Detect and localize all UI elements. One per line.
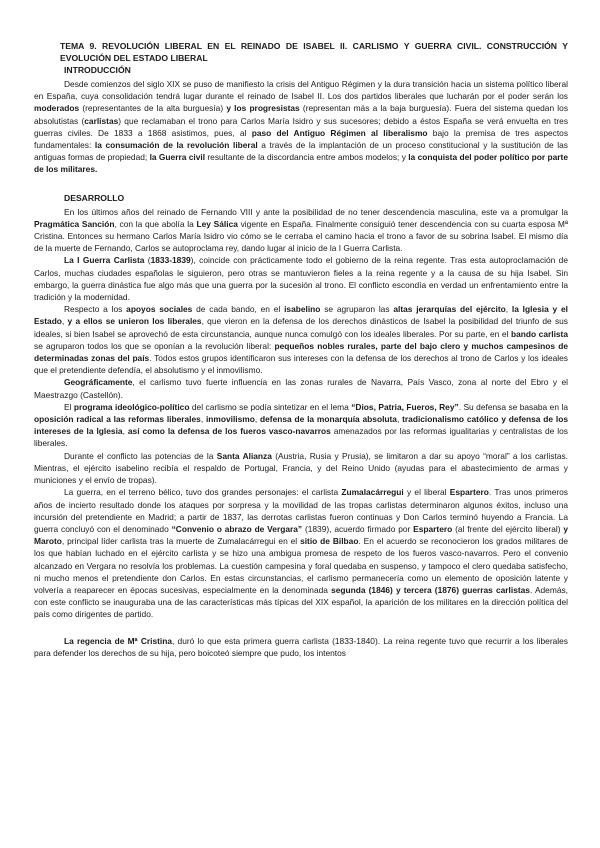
text-run: (representantes de la alta burguesía) bbox=[79, 103, 227, 114]
text-run: Respecto a los bbox=[64, 304, 127, 315]
bold-run: sitio de Bilbao bbox=[300, 536, 359, 547]
bold-run: “Convenio o abrazo de Vergara” bbox=[171, 523, 303, 534]
paragraph-foreign-support bbox=[34, 450, 568, 487]
text-run: Durante el conflicto las potencias de la bbox=[64, 450, 217, 461]
bold-run: así como la defensa de los fueros vasco-navarros bbox=[127, 426, 331, 437]
bold-run: la Iglesia y el Estado bbox=[34, 304, 568, 327]
text-run: , bbox=[122, 426, 128, 437]
paragraph-social-support bbox=[34, 303, 568, 376]
paragraph-war-course bbox=[34, 486, 568, 620]
text-run: , bbox=[254, 414, 260, 425]
text-run: , principal líder carlista tras la muerte de Zumalacárregui en el bbox=[61, 536, 301, 547]
bold-run: carlistas bbox=[84, 115, 119, 126]
text-run: En los últimos años del reinado de Fernando VIII y ante la posibilidad de no tener descendencia masculina, este va a promulgar la bbox=[64, 206, 568, 217]
text-run: a través de la implantación de un proceso constitucional y la sustitución de las antiguas formas de propiedad; bbox=[34, 140, 568, 163]
bold-run: isabelino bbox=[284, 304, 321, 315]
bold-run: tradicionalismo católico y defensa de los intereses de la Iglesia bbox=[34, 414, 568, 437]
text-run: amenazados por las reformas igualitarias y centralistas de los liberales. bbox=[34, 426, 568, 449]
text-run: vigente en España. Finalmente consiguió tener descendencia con su cuarta esposa Mª Cristina. Entonces su hermano Carlos María Isidro vio cómo se le cerraba el camino hacia el trono a favor de su sobrina Isabel. El mismo día de la muerte de Fernando, Carlos se autoproclama rey, dando lugar al inicio de la I Guerra Carlista. bbox=[34, 218, 568, 254]
bold-run: Geográficamente bbox=[64, 377, 133, 388]
text-run: . Tras unos primeros años de incierto resultado donde los ataques por sorpresa y la movilidad de las tropas carlistas determinaron algunos éxitos, incluso una incursión del pretendiente en Madrid; a partir de 1837, las derrotas carlistas fueron continuas y Don Carlos terminó huyendo a Francia. La guerra concluyó con el denominado bbox=[34, 487, 568, 534]
bold-run: altas jerarquías del ejército bbox=[393, 304, 506, 315]
bold-run: defensa de la monarquía absoluta bbox=[260, 414, 397, 425]
text-run: ( bbox=[144, 255, 151, 266]
text-run: , bbox=[61, 316, 68, 327]
text-run: . Además, con este conflicto se inauguraba una de las características más típicas del XIX español, la aparición de los militares en la dirección política del país como dirigentes de partido. bbox=[34, 584, 568, 620]
bold-run: La regencia de Mª Cristina bbox=[64, 635, 173, 646]
bold-run: Espartero bbox=[413, 523, 453, 534]
text-run: , duró lo que esta primera guerra carlista (1833-1840). La reina regente tuvo que recurrir a los liberales para defender los derechos de su hija, pero boicoteó siempre que pudo, los intentos bbox=[34, 635, 568, 658]
text-run: , el carlismo tuvo fuerte influencia en las zonas rurales de Navarra, País Vasco, zona al norte del Ebro y el Maestrazgo (Castellón). bbox=[34, 377, 568, 400]
text-run: se agruparon todos los que se oponían a la revolución liberal: bbox=[34, 340, 275, 351]
bold-run: moderados bbox=[34, 103, 80, 114]
text-run: resultante de la discordancia entre ambos modelos; y bbox=[205, 152, 409, 163]
text-run: , bbox=[396, 414, 403, 425]
text-run: bajo la premisa de tres aspectos fundamentales: bbox=[34, 127, 569, 151]
intro-heading: INTRODUCCIÓN bbox=[64, 65, 131, 75]
paragraph-geography bbox=[34, 376, 568, 400]
text-run: se agruparon las bbox=[320, 304, 394, 315]
text-run: y el liberal bbox=[403, 487, 450, 498]
bold-run: La I Guerra Carlista bbox=[64, 255, 145, 266]
text-run: El bbox=[64, 401, 74, 412]
bold-run: Santa Alianza bbox=[216, 450, 272, 461]
text-run: ) que reclamaban el trono para Carlos María Isidro y sus sucesores; debido a éstos España se verá envuelta en tres guerras civiles. De 1833 a 1868 asistimos, pues, al bbox=[34, 115, 569, 138]
text-run: . Todos estos grupos identificaron sus intereses con la defensa de los derechos al trono de Carlos y los ideales que el pretendiente defendía, el absolutismo y el inmovilismo. bbox=[34, 353, 568, 376]
development-heading: DESARROLLO bbox=[64, 192, 125, 203]
bold-run: Espartero bbox=[449, 487, 489, 498]
paragraph-regency bbox=[34, 635, 568, 659]
bold-run: oposición radical a las reformas liberales bbox=[34, 414, 201, 425]
bold-run: la conquista del poder político por parte de los militares. bbox=[34, 152, 568, 175]
text-run: ), coincide con prácticamente todo el gobierno de la reina regente. Tras esta autoproclamación de Carlos, muchas ciudades españolas le siguieron, pero otras se mantuvieron fieles a la reina regente y a la causa de su hija Isabel. Sin embargo, la guerra dinástica fue algo más que una guerra por la sucesión al trono. El conflicto escondía en verdad un enfrentamiento entre la tradición y la modernidad. bbox=[34, 255, 568, 303]
text-run: , que vieron en la defensa de los derechos dinásticos de Isabel la posibilidad del triunfo de sus ideales, si bien Isabel se aprovechó de esta circunstancia, aunque nunca comulgó con los ideales liberales. Por su parte, en el bbox=[34, 316, 568, 339]
paragraph-first-carlist-war bbox=[34, 254, 568, 303]
paragraph-ideology bbox=[34, 401, 568, 450]
bold-run: y los progresistas bbox=[226, 103, 300, 114]
text-run: (1839), acuerdo firmado por bbox=[302, 523, 414, 534]
text-run: La guerra, en el terreno bélico, tuvo dos grandes personajes: el carlista bbox=[64, 487, 342, 498]
text-run: , con la que abolía la bbox=[114, 218, 197, 229]
bold-run: y a ellos se unieron los liberales bbox=[67, 316, 202, 327]
bold-run: “Dios, Patria, Fueros, Rey” bbox=[351, 401, 459, 412]
bold-run: Pragmática Sanción bbox=[34, 218, 115, 229]
bold-run: Zumalacárregui bbox=[341, 487, 404, 498]
bold-run: pequeños nobles rurales, parte del bajo clero y muchos campesinos de determinadas zonas del país bbox=[34, 340, 568, 364]
text-run: , bbox=[505, 304, 512, 315]
text-run: de cada bando, en el bbox=[192, 304, 285, 315]
bold-run: programa ideológico-político bbox=[73, 401, 190, 412]
text-run: . Su defensa se basaba en la bbox=[458, 401, 568, 412]
bold-run: Ley Sálica bbox=[196, 218, 238, 229]
bold-run: bando carlista bbox=[510, 328, 568, 339]
bold-run: la consumación de la revolución liberal bbox=[94, 140, 258, 151]
paragraph-succession bbox=[34, 206, 568, 255]
bold-run: y Maroto bbox=[34, 523, 569, 547]
bold-run: la Guerra civil bbox=[149, 152, 206, 163]
paragraph-intro bbox=[34, 78, 568, 176]
text-run: (Austria, Rusia y Prusia), se limitaron a dar su apoyo “moral” a los carlistas. Mientras, el ejército isabelino recibía el respaldo de Portugal, Francia, y del Reino Unido (ayudas para el abastecimiento de armas y municiones y el envío de tropas). bbox=[34, 450, 569, 486]
text-run: Desde comienzos del siglo XIX se puso de manifiesto la crisis del Antiguo Régimen y la dura transición hacia un sistema político liberal en España, cuya consolidación tendrá lugar durante el reinado de Isabel II. Los dos partidos liberales que lucharán por el poder serán los bbox=[34, 79, 568, 102]
text-run: (al frente del ejército liberal) bbox=[452, 523, 564, 534]
bold-run: segunda (1846) y tercera (1876) guerras carlistas bbox=[331, 584, 530, 595]
document-title: TEMA 9. REVOLUCIÓN LIBERAL EN EL REINADO DE ISABEL II. CARLISMO Y GUERRA CIVIL. CONSTRUCCIÓN Y EVOLUCIÓN DEL ESTADO LIBERAL bbox=[60, 41, 568, 63]
bold-run: 1833-1839 bbox=[150, 255, 191, 266]
bold-run: apoyos sociales bbox=[126, 304, 193, 315]
text-run: . En el acuerdo se reconocieron los grados militares de los que habían luchado en el ejército carlista y se hizo una ambigua promesa de respeto de los fueros vasco-navarros. Pero el convenio alcanzado en Vergara no resolvía los problemas. La cuestión campesina y foral quedaba en suspenso, y tampoco el clero quedaba satisfecho, ni mucho menos el pretendiente don Carlos. En estas circunstancias, el carlismo permanecería como un elemento de oposición latente y volvería a reaparecer en épocas sucesivas, especialmente en la denominada bbox=[34, 536, 568, 595]
bold-run: paso del Antiguo Régimen al liberalismo bbox=[251, 127, 428, 138]
text-run: , bbox=[200, 414, 206, 425]
text-run: del carlismo se podía sintetizar en el lema bbox=[189, 401, 352, 412]
text-run: (representan más a la baja burguesía). Fuera del sistema quedan los absolutistas ( bbox=[34, 103, 569, 126]
bold-run: inmovilismo bbox=[205, 414, 255, 425]
